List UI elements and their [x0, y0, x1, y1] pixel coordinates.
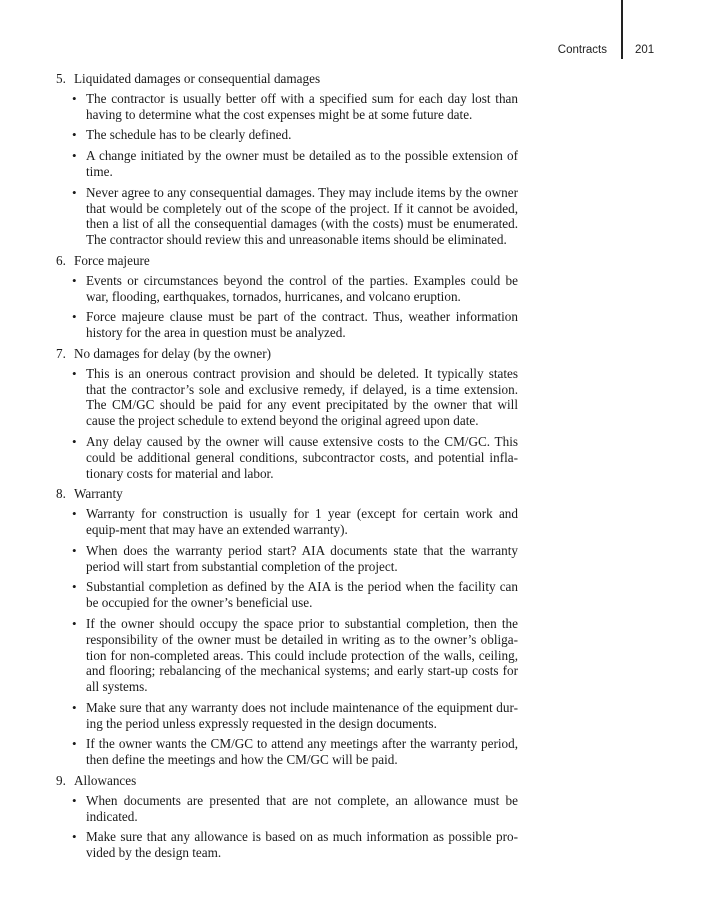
- list-item-8: [56, 486, 518, 768]
- bullet-item: [70, 829, 518, 861]
- item-title: Force majeure: [74, 252, 150, 268]
- item-number: 9.: [56, 773, 66, 789]
- bullet-icon: •: [72, 365, 77, 381]
- section-heading: [56, 71, 518, 87]
- item-number: 8.: [56, 486, 66, 502]
- bullet-item: [70, 616, 518, 695]
- bullet-text: When documents are presented that are not complete, an allowance must be indicated.: [86, 792, 518, 824]
- bullet-item: [70, 273, 518, 305]
- bullet-list: [56, 91, 518, 248]
- bullet-list: [56, 793, 518, 861]
- bullet-item: [70, 127, 518, 143]
- bullet-icon: •: [72, 272, 77, 288]
- bullet-item: [70, 543, 518, 575]
- bullet-text: Force majeure clause must be part of the contract. Thus, weather information history for the area in question must be analyzed.: [86, 309, 518, 341]
- bullet-item: [70, 434, 518, 481]
- list-item-9: [56, 773, 518, 861]
- page-body: [56, 71, 518, 866]
- item-number: 7.: [56, 345, 66, 361]
- section-heading: [56, 346, 518, 362]
- bullet-icon: •: [72, 736, 77, 752]
- item-title: Allowances: [74, 773, 137, 789]
- bullet-icon: •: [72, 792, 77, 808]
- bullet-icon: •: [72, 579, 77, 595]
- bullet-icon: •: [72, 433, 77, 449]
- running-header: [0, 0, 701, 64]
- bullet-icon: •: [72, 615, 77, 631]
- bullet-icon: •: [72, 127, 77, 143]
- chapter-title: Contracts: [557, 44, 607, 56]
- bullet-text: Make sure that any warranty does not include maintenance of the equipment dur-ing the period unless expressly requested in the design documents.: [86, 699, 518, 731]
- bullet-text: If the owner wants the CM/GC to attend any meetings after the warranty period, then define the meetings and how the CM/GC will be paid.: [86, 736, 518, 768]
- bullet-item: [70, 185, 518, 248]
- bullet-icon: •: [72, 542, 77, 558]
- bullet-text: The schedule has to be clearly defined.: [86, 127, 292, 143]
- bullet-item: [70, 736, 518, 768]
- bullet-text: This is an onerous contract provision and should be deleted. It typically states that the contractor’s sole and exclusive remedy, if delayed, is a time extension. The CM/GC should be paid for any event precipitated by the owner that will cause the project schedule to extend beyond the original agreed upon date.: [86, 365, 518, 429]
- item-number: 6.: [56, 252, 66, 268]
- bullet-item: [70, 579, 518, 611]
- bullet-item: [70, 148, 518, 180]
- bullet-text: A change initiated by the owner must be detailed as to the possible extension of time.: [86, 148, 518, 179]
- bullet-icon: •: [72, 90, 77, 106]
- bullet-text: When does the warranty period start? AIA documents state that the warranty period will start from substantial completion of the project.: [86, 542, 518, 574]
- item-number: 5.: [56, 71, 66, 86]
- section-heading: [56, 773, 518, 789]
- bullet-item: [70, 309, 518, 341]
- header-divider: [621, 0, 623, 59]
- section-heading: [56, 486, 518, 502]
- bullet-list: [56, 366, 518, 482]
- section-heading: [56, 253, 518, 269]
- item-title: Warranty: [74, 486, 123, 502]
- bullet-text: Any delay caused by the owner will cause extensive costs to the CM/GC. This could be additional general conditions, subcontractor costs, and potential infla-tionary costs for material and labor.: [86, 433, 518, 481]
- bullet-text: Events or circumstances beyond the control of the parties. Examples could be war, flooding, earthquakes, tornados, hurricanes, and volcano eruption.: [86, 272, 518, 304]
- bullet-item: [70, 366, 518, 429]
- item-title: No damages for delay (by the owner): [74, 345, 272, 361]
- bullet-item: [70, 793, 518, 825]
- bullet-item: [70, 91, 518, 123]
- list-item-7: [56, 346, 518, 481]
- bullet-text: Warranty for construction is usually for 1 year (except for certain work and equip-ment that may have an extended warranty).: [86, 506, 518, 537]
- bullet-icon: •: [72, 148, 77, 164]
- bullet-text: Never agree to any consequential damages. They may include items by the owner that would be completely out of the scope of the project. If it cannot be avoided, then a list of all the consequential damages (with the costs) must be enumerated. The contractor should review this and unreasonable items should be eliminated.: [86, 184, 518, 248]
- list-item-5: [56, 71, 518, 248]
- bullet-text: Substantial completion as defined by the AIA is the period when the facility can be occupied for the owner’s beneficial use.: [86, 579, 518, 611]
- page-number: 201: [635, 44, 655, 56]
- bullet-icon: •: [72, 309, 77, 325]
- item-title: Liquidated damages or consequential damages: [74, 71, 321, 86]
- list-item-6: [56, 253, 518, 341]
- bullet-text: The contractor is usually better off with a specified sum for each day lost than having to determine what the cost expenses might be at some future date.: [86, 90, 518, 122]
- bullet-list: [56, 506, 518, 768]
- bullet-icon: •: [72, 506, 77, 522]
- bullet-list: [56, 273, 518, 341]
- bullet-text: If the owner should occupy the space prior to substantial completion, then the responsibility of the owner must be detailed in writing as to the owner’s obliga-tion for non-completed areas. This could include protection of the walls, ceiling, and flooring; rebalancing of the mechanical systems; and early start-up costs for all systems.: [86, 615, 518, 695]
- bullet-text: Make sure that any allowance is based on as much information as possible pro-vided by the design team.: [86, 829, 518, 861]
- bullet-item: [70, 700, 518, 732]
- bullet-item: [70, 506, 518, 538]
- bullet-icon: •: [72, 699, 77, 715]
- bullet-icon: •: [72, 829, 77, 845]
- bullet-icon: •: [72, 184, 77, 200]
